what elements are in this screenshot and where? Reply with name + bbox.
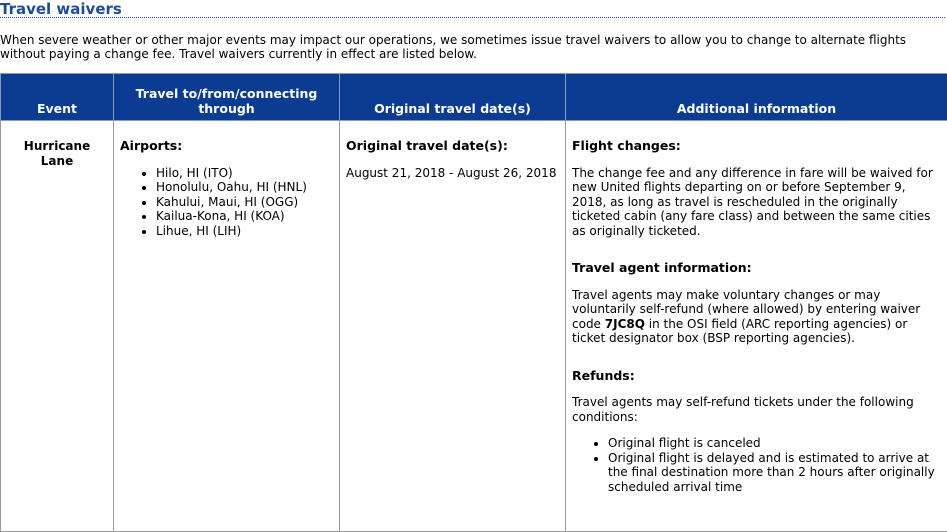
travel-agent-text bbox=[572, 288, 941, 346]
list-item: • Kailua-Kona, HI (KOA) bbox=[156, 209, 333, 224]
list-item: • Honolulu, Oahu, HI (HNL) bbox=[156, 180, 333, 195]
travel-agent-text-before: Travel agents may make voluntary changes or may voluntarily self-refund (where allowed) by entering waiver code bbox=[572, 288, 920, 331]
table-header-row bbox=[1, 74, 947, 121]
list-item: • Original flight is delayed and is estimated to arrive at the final destination more than 2 hours after originally scheduled arrival time bbox=[608, 451, 941, 495]
travel-waivers-table bbox=[0, 73, 947, 532]
title-divider bbox=[0, 17, 945, 18]
column-header-info: Additional information bbox=[566, 74, 947, 121]
page-title: Travel waivers bbox=[0, 0, 122, 18]
column-header-travel: Travel to/from/connecting through bbox=[114, 74, 340, 121]
travel-agent-heading: Travel agent information: bbox=[572, 261, 941, 276]
flight-changes-heading: Flight changes: bbox=[572, 139, 941, 154]
travel-agent-text-after: in the OSI field (ARC reporting agencies) or ticket designator box (BSP reporting agencies). bbox=[572, 317, 907, 346]
event-name: Hurricane Lane bbox=[1, 121, 114, 532]
refund-conditions-list bbox=[572, 436, 941, 494]
dates-cell bbox=[340, 121, 566, 532]
list-item: • Original flight is canceled bbox=[608, 436, 941, 451]
dates-label: Original travel date(s): bbox=[346, 139, 559, 154]
list-item: • Kahului, Maui, HI (OGG) bbox=[156, 195, 333, 210]
airports-list bbox=[120, 166, 333, 239]
refunds-heading: Refunds: bbox=[572, 369, 941, 384]
column-header-dates: Original travel date(s) bbox=[340, 74, 566, 121]
column-header-event: Event bbox=[1, 74, 114, 121]
info-cell bbox=[566, 121, 947, 532]
flight-changes-text: The change fee and any difference in fare will be waived for new United flights departing on or before September 9, 2018, as long as travel is rescheduled in the originally ticketed cabin (any fare class) and between the same cities as originally ticketed. bbox=[572, 166, 941, 239]
waiver-code: 7JC8Q bbox=[605, 317, 645, 331]
list-item: • Hilo, HI (ITO) bbox=[156, 166, 333, 181]
dates-value: August 21, 2018 - August 26, 2018 bbox=[346, 166, 559, 181]
intro-text: When severe weather or other major events may impact our operations, we sometimes issue travel waivers to allow you to change to alternate flights without paying a change fee. Travel waivers currently in effect are listed below. bbox=[0, 33, 940, 61]
table-row bbox=[1, 121, 947, 532]
refunds-text: Travel agents may self-refund tickets under the following conditions: bbox=[572, 395, 941, 424]
airports-cell bbox=[114, 121, 340, 532]
list-item: • Lihue, HI (LIH) bbox=[156, 224, 333, 239]
airports-label: Airports: bbox=[120, 139, 333, 154]
